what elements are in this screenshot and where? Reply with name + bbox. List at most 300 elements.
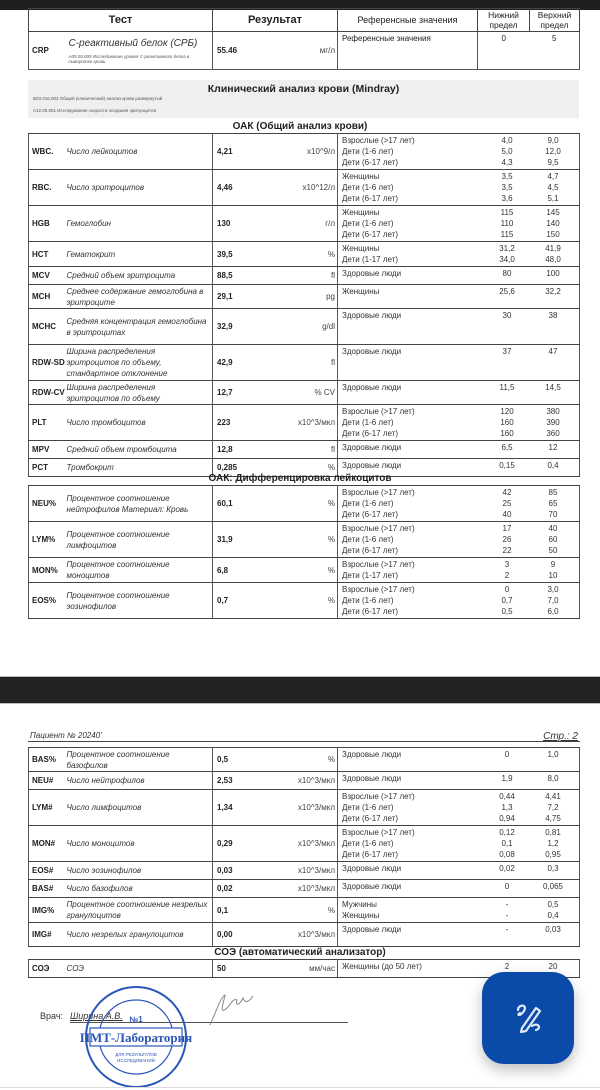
- test-code: MPV: [29, 441, 67, 459]
- test-code: HCT: [29, 242, 67, 267]
- ref-high: 0,065: [542, 882, 564, 891]
- doctor-label: Врач:: [40, 1011, 64, 1021]
- ref-low: 3: [504, 560, 510, 569]
- reference-line: [342, 135, 579, 146]
- ref-low: 0: [504, 585, 510, 594]
- ref-low: 0,44: [499, 792, 515, 801]
- reference-ranges: [338, 441, 580, 459]
- ref-low: 3,5: [501, 172, 513, 181]
- ref-high: 7,0: [547, 596, 559, 605]
- sign-document-button[interactable]: [482, 972, 574, 1064]
- test-unit: %: [273, 583, 338, 619]
- test-unit: %: [273, 242, 338, 267]
- ref-group: Мужчины: [342, 900, 377, 909]
- ref-group: Женщины: [342, 244, 380, 253]
- test-name: Число лейкоцитов: [67, 134, 213, 170]
- reference-ranges: [338, 309, 580, 345]
- ref-low: 120: [500, 407, 514, 416]
- reference-line: [342, 584, 579, 595]
- ref-high: 65: [548, 499, 558, 508]
- test-unit: x10^3/мкл: [273, 405, 338, 441]
- test-result: 0,29: [213, 826, 273, 862]
- reference-ranges: [338, 170, 580, 206]
- ref-low: 4,0: [501, 136, 513, 145]
- reference-line: [342, 268, 579, 279]
- reference-ranges: [338, 880, 580, 898]
- ref-group: Дети (1-6 лет): [342, 418, 394, 427]
- test-name: Средний объем эритроцита: [67, 267, 213, 285]
- table-row: [29, 309, 580, 345]
- reference-line: [342, 310, 579, 321]
- test-name: Процентное соотношение нейтрофилов Материал: Кровь: [67, 486, 213, 522]
- table-row: [29, 558, 580, 583]
- test-code: RDW-CV: [29, 381, 67, 405]
- reference-ranges: [338, 522, 580, 558]
- ref-low: 26: [502, 535, 512, 544]
- reference-line: [342, 881, 579, 892]
- ref-high: 390: [546, 418, 560, 427]
- ref-low: 42: [502, 488, 512, 497]
- test-unit: %: [273, 459, 338, 477]
- reference-line: [342, 487, 579, 498]
- reference-ranges: [338, 206, 580, 242]
- test-unit: x10^3/мкл: [273, 862, 338, 880]
- ref-group: Взрослые (>17 лет): [342, 524, 415, 533]
- page2-table: [28, 747, 580, 947]
- svg-text:ДЛЯ РЕЗУЛЬТАТОВ: ДЛЯ РЕЗУЛЬТАТОВ: [115, 1052, 157, 1057]
- ref-group: Дети (1-6 лет): [342, 839, 394, 848]
- reference-line: [342, 545, 579, 556]
- table-row: [29, 583, 580, 619]
- bottom-divider: [0, 1087, 600, 1088]
- reference-line: [342, 863, 579, 874]
- ref-high: 4,7: [547, 172, 559, 181]
- svg-text:№1: №1: [129, 1015, 143, 1024]
- table-row: [29, 898, 580, 923]
- reference-line: [342, 498, 579, 509]
- reference-line: [342, 924, 579, 935]
- test-unit: x10^12/л: [273, 170, 338, 206]
- reference-line: [342, 961, 579, 972]
- test-name: Тромбокрит: [67, 459, 213, 477]
- test-result: 223: [213, 405, 273, 441]
- ref-high: 0,81: [545, 828, 561, 837]
- ref-high: 360: [546, 429, 560, 438]
- test-name: С-реактивный белок (СРБ): [68, 37, 198, 49]
- test-name: Гемоглобин: [67, 206, 213, 242]
- test-result: 130: [213, 206, 273, 242]
- test-unit: x10^3/мкл: [273, 772, 338, 790]
- test-unit: %: [273, 486, 338, 522]
- ref-high: 14,5: [545, 383, 561, 392]
- test-name: Процентное соотношение эозинофилов: [67, 583, 213, 619]
- ref-low: 0,7: [501, 596, 513, 605]
- reference-line: [342, 509, 579, 520]
- ref-high: 8,0: [547, 774, 559, 783]
- ref-group: Женщины (до 50 лет): [342, 962, 422, 971]
- test-result: 12,7: [213, 381, 273, 405]
- ref-group: Здоровые люди: [342, 882, 402, 891]
- ref-low: 115: [500, 230, 514, 239]
- ref-high: 12: [548, 443, 558, 452]
- lab-stamp: [80, 984, 192, 1090]
- ref-group: Дети (1-6 лет): [342, 183, 394, 192]
- test-result: 1,34: [213, 790, 273, 826]
- reference-line: [342, 218, 579, 229]
- ref-group: Женщины: [342, 172, 380, 181]
- test-name: Процентное соотношение незрелых гранулоцитов: [67, 898, 213, 923]
- patient-number: Пациент № 20240': [30, 731, 102, 740]
- col-high-header: Верхний предел: [530, 9, 580, 32]
- ref-low: 5,0: [501, 147, 513, 156]
- test-unit: fl: [273, 345, 338, 381]
- ref-group: Взрослые (>17 лет): [342, 792, 415, 801]
- test-result: 60,1: [213, 486, 273, 522]
- reference-ranges: [338, 748, 580, 772]
- ref-low: 2: [504, 571, 510, 580]
- test-name: Число лимфоцитов: [67, 790, 213, 826]
- reference-ranges: [338, 134, 580, 170]
- ref-low: 25: [502, 499, 512, 508]
- test-code: LYM%: [29, 522, 67, 558]
- ref-group: Здоровые люди: [342, 443, 402, 452]
- ref-group: Дети (1-6 лет): [342, 596, 394, 605]
- ref-high: 0,5: [547, 900, 559, 909]
- reference-ranges: [338, 381, 580, 405]
- ref-group: Дети (6-17 лет): [342, 230, 399, 239]
- test-result: 0,1: [213, 898, 273, 923]
- test-result: 0,7: [213, 583, 273, 619]
- ref-low: 31,2: [499, 244, 515, 253]
- ref-high: 380: [546, 407, 560, 416]
- section-oak: ОАК (Общий анализ крови): [232, 121, 368, 132]
- reference-ranges: [338, 267, 580, 285]
- table-row: [29, 285, 580, 309]
- ref-low: 0: [478, 32, 530, 70]
- test-result: 0,285: [213, 459, 273, 477]
- ref-group: Взрослые (>17 лет): [342, 488, 415, 497]
- signature-pen-icon: [508, 998, 548, 1038]
- ref-high: 20: [548, 962, 558, 971]
- reference-ranges: [338, 583, 580, 619]
- ref-high: 60: [548, 535, 558, 544]
- reference-line: [342, 749, 579, 760]
- test-name: Число эритроцитов: [67, 170, 213, 206]
- ref-high: 85: [548, 488, 558, 497]
- test-name: Среднее содержание гемоглобина в эритроците: [67, 285, 213, 309]
- ref-high: 32,2: [545, 287, 561, 296]
- ref-low: -: [505, 900, 509, 909]
- ref-low: 0,15: [499, 461, 515, 470]
- test-unit: x10^3/мкл: [273, 826, 338, 862]
- test-code: MCV: [29, 267, 67, 285]
- reference-ranges: [338, 862, 580, 880]
- reference-line: [342, 382, 579, 393]
- ref-high: 47: [548, 347, 558, 356]
- test-result: 6,8: [213, 558, 273, 583]
- ref-low: 30: [502, 311, 512, 320]
- ref-group: Здоровые люди: [342, 864, 402, 873]
- reference-ranges: [338, 405, 580, 441]
- ref-group: Взрослые (>17 лет): [342, 585, 415, 594]
- clinical-subtitle-2: A12.05.001 Исследование скорости оседания эритроцитов: [33, 108, 156, 113]
- reference-line: [342, 346, 579, 357]
- ref-low: 17: [502, 524, 512, 533]
- test-code: СОЭ: [29, 960, 67, 978]
- test-name: СОЭ: [67, 960, 213, 978]
- test-result: 4,46: [213, 170, 273, 206]
- ref-group: Дети (6-17 лет): [342, 814, 399, 823]
- ref-group: Дети (6-17 лет): [342, 429, 399, 438]
- test-unit: %: [273, 558, 338, 583]
- clinical-subtitle-1: B03.016.003 Общий (клинический) анализ крови развернутый: [33, 96, 163, 101]
- reference-line: [342, 791, 579, 802]
- reference-line: [342, 207, 579, 218]
- test-name: Средняя концентрация гемоглобина в эритроцитах: [67, 309, 213, 345]
- ref-group: Дети (6-17 лет): [342, 158, 399, 167]
- clinical-analysis-header: [28, 80, 579, 118]
- ref-low: 0,5: [501, 607, 513, 616]
- test-code: NEU#: [29, 772, 67, 790]
- test-name: Число эозинофилов: [67, 862, 213, 880]
- ref-high: 3,0: [547, 585, 559, 594]
- ref-group: Здоровые люди: [342, 347, 402, 356]
- ref-high: 0,03: [545, 925, 561, 934]
- ref-group: Здоровые люди: [342, 774, 402, 783]
- ref-low: 110: [500, 219, 514, 228]
- ref-group: Взрослые (>17 лет): [342, 407, 415, 416]
- reference-line: [342, 523, 579, 534]
- ref-group: Дети (6-17 лет): [342, 194, 399, 203]
- doctor-name: Ширина А.В.: [70, 1011, 123, 1021]
- table-row: [29, 790, 580, 826]
- test-result: 39,5: [213, 242, 273, 267]
- table-row: [29, 862, 580, 880]
- test-result: 88,5: [213, 267, 273, 285]
- ref-high: 10: [548, 571, 558, 580]
- ref-high: 38: [548, 311, 558, 320]
- reference-line: [342, 460, 579, 471]
- test-unit: x10^3/мкл: [273, 923, 338, 947]
- reference-line: [342, 157, 579, 168]
- test-result: 50: [213, 960, 273, 978]
- test-result: 29,1: [213, 285, 273, 309]
- reference-line: [342, 570, 579, 581]
- test-code: WBC.: [29, 134, 67, 170]
- test-unit: pg: [273, 285, 338, 309]
- reference-ranges: [338, 486, 580, 522]
- ref-group: Дети (1-6 лет): [342, 499, 394, 508]
- ref-group: Дети (1-17 лет): [342, 571, 399, 580]
- reference-ranges: [338, 772, 580, 790]
- reference-line: [342, 243, 579, 254]
- reference-line: [342, 559, 579, 570]
- ref-group: Дети (1-6 лет): [342, 803, 394, 812]
- ref-low: 40: [502, 510, 512, 519]
- ref-high: 0,4: [547, 461, 559, 470]
- test-code: EOS%: [29, 583, 67, 619]
- test-unit: x10^3/мкл: [273, 880, 338, 898]
- reference-line: [342, 254, 579, 265]
- test-name: Гематокрит: [67, 242, 213, 267]
- ref-group: Референсные значения: [338, 32, 478, 70]
- ref-low: 3,6: [501, 194, 513, 203]
- ref-group: Дети (6-17 лет): [342, 510, 399, 519]
- reference-line: [342, 838, 579, 849]
- svg-text:ИССЛЕДОВАНИЙ: ИССЛЕДОВАНИЙ: [117, 1058, 155, 1063]
- ref-high: 0,3: [547, 864, 559, 873]
- reference-line: [342, 802, 579, 813]
- test-name: Процентное соотношение базофилов: [67, 748, 213, 772]
- table-row: [29, 522, 580, 558]
- col-test-header: Тест: [29, 9, 213, 32]
- test-name: Число нейтрофилов: [67, 772, 213, 790]
- ref-low: 0,12: [499, 828, 515, 837]
- reference-line: [342, 193, 579, 204]
- ref-group: Взрослые (>17 лет): [342, 136, 415, 145]
- ref-group: Здоровые люди: [342, 269, 402, 278]
- ref-low: -: [505, 925, 509, 934]
- test-result: 55.46: [213, 32, 273, 70]
- test-unit: x10^3/мкл: [273, 790, 338, 826]
- reference-line: [342, 428, 579, 439]
- col-ref-header: Референсные значения: [338, 9, 478, 32]
- reference-line: [342, 899, 579, 910]
- table-row: [29, 826, 580, 862]
- reference-line: [342, 417, 579, 428]
- test-name: Число незрелых гранулоцитов: [67, 923, 213, 947]
- ref-high: 4,75: [545, 814, 561, 823]
- ref-high: 9,5: [547, 158, 559, 167]
- ref-high: 7,2: [547, 803, 559, 812]
- ref-group: Взрослые (>17 лет): [342, 560, 415, 569]
- ref-low: 1,9: [501, 774, 513, 783]
- test-name: Процентное соотношение моноцитов: [67, 558, 213, 583]
- signature: [205, 990, 265, 1030]
- section-soe: СОЭ (автоматический анализатор): [214, 947, 386, 958]
- table-row: [29, 242, 580, 267]
- test-unit: % CV: [273, 381, 338, 405]
- ref-high: 140: [546, 219, 560, 228]
- test-code: IMG%: [29, 898, 67, 923]
- table-row: [29, 170, 580, 206]
- reference-line: [342, 146, 579, 157]
- ref-low: 0: [504, 882, 510, 891]
- ref-low: 0,94: [499, 814, 515, 823]
- ref-high: 4,41: [545, 792, 561, 801]
- test-unit: мг/л: [273, 32, 338, 70]
- test-code: BAS%: [29, 748, 67, 772]
- ref-low: 0,08: [499, 850, 515, 859]
- ref-group: Здоровые люди: [342, 383, 402, 392]
- table-row: [29, 206, 580, 242]
- table-row: [29, 880, 580, 898]
- test-unit: г/л: [273, 206, 338, 242]
- test-unit: g/dl: [273, 309, 338, 345]
- ref-low: 4,3: [501, 158, 513, 167]
- test-name: Число моноцитов: [67, 826, 213, 862]
- reference-line: [342, 827, 579, 838]
- table-row: [29, 772, 580, 790]
- section-diff: ОАК: Дифференцировка лейкоцитов: [208, 473, 392, 484]
- ref-high: 40: [548, 524, 558, 533]
- reference-line: [342, 849, 579, 860]
- ref-group: Женщины: [342, 208, 380, 217]
- ref-group: Здоровые люди: [342, 311, 402, 320]
- ref-high: 1,2: [547, 839, 559, 848]
- ref-high: 5: [530, 32, 580, 70]
- ref-group: Женщины: [342, 287, 380, 296]
- ref-low: 160: [500, 429, 514, 438]
- page-number: Стр.: 2: [543, 731, 578, 742]
- ref-low: 2: [504, 962, 510, 971]
- test-unit: %: [273, 748, 338, 772]
- test-unit: %: [273, 898, 338, 923]
- ref-low: 0: [504, 750, 510, 759]
- reference-ranges: [338, 898, 580, 923]
- test-result: 0,02: [213, 880, 273, 898]
- reference-ranges: [338, 790, 580, 826]
- ref-high: 9: [550, 560, 556, 569]
- test-result: 31,9: [213, 522, 273, 558]
- test-result: 2,53: [213, 772, 273, 790]
- reference-line: [342, 286, 579, 297]
- ref-low: 22: [502, 546, 512, 555]
- ref-low: 0,02: [499, 864, 515, 873]
- reference-ranges: [338, 345, 580, 381]
- test-name: Процентное соотношение лимфоцитов: [67, 522, 213, 558]
- reference-line: [342, 442, 579, 453]
- ref-low: 25,6: [499, 287, 515, 296]
- test-name: Число тромбоцитов: [67, 405, 213, 441]
- test-code: IMG#: [29, 923, 67, 947]
- test-code: BAS#: [29, 880, 67, 898]
- ref-high: 5,1: [547, 194, 559, 203]
- test-result: 32,9: [213, 309, 273, 345]
- ref-high: 50: [548, 546, 558, 555]
- ref-group: Здоровые люди: [342, 925, 402, 934]
- ref-high: 145: [546, 208, 560, 217]
- ref-low: 115: [500, 208, 514, 217]
- ref-high: 70: [548, 510, 558, 519]
- reference-ranges: [338, 826, 580, 862]
- reference-line: [342, 171, 579, 182]
- reference-line: [342, 406, 579, 417]
- ref-low: 1,3: [501, 803, 513, 812]
- table-row: [29, 381, 580, 405]
- test-code: MON#: [29, 826, 67, 862]
- ref-high: 100: [546, 269, 560, 278]
- test-result: 0,00: [213, 923, 273, 947]
- reference-line: [342, 910, 579, 921]
- table-row: [29, 441, 580, 459]
- test-name: Ширина распределения эритроцитов по объему: [67, 381, 213, 405]
- ref-high: 6,0: [547, 607, 559, 616]
- ref-high: 150: [546, 230, 560, 239]
- ref-low: -: [505, 911, 509, 920]
- ref-group: Дети (1-6 лет): [342, 147, 394, 156]
- reference-line: [342, 182, 579, 193]
- ref-group: Дети (1-6 лет): [342, 535, 394, 544]
- ref-high: 0,95: [545, 850, 561, 859]
- test-code: NEU%: [29, 486, 67, 522]
- clinical-title: Клинический анализ крови (Mindray): [207, 83, 400, 95]
- test-unit: fl: [273, 267, 338, 285]
- ref-group: Взрослые (>17 лет): [342, 828, 415, 837]
- ref-low: 37: [502, 347, 512, 356]
- diff-table: [28, 485, 580, 619]
- ref-low: 0,1: [501, 839, 513, 848]
